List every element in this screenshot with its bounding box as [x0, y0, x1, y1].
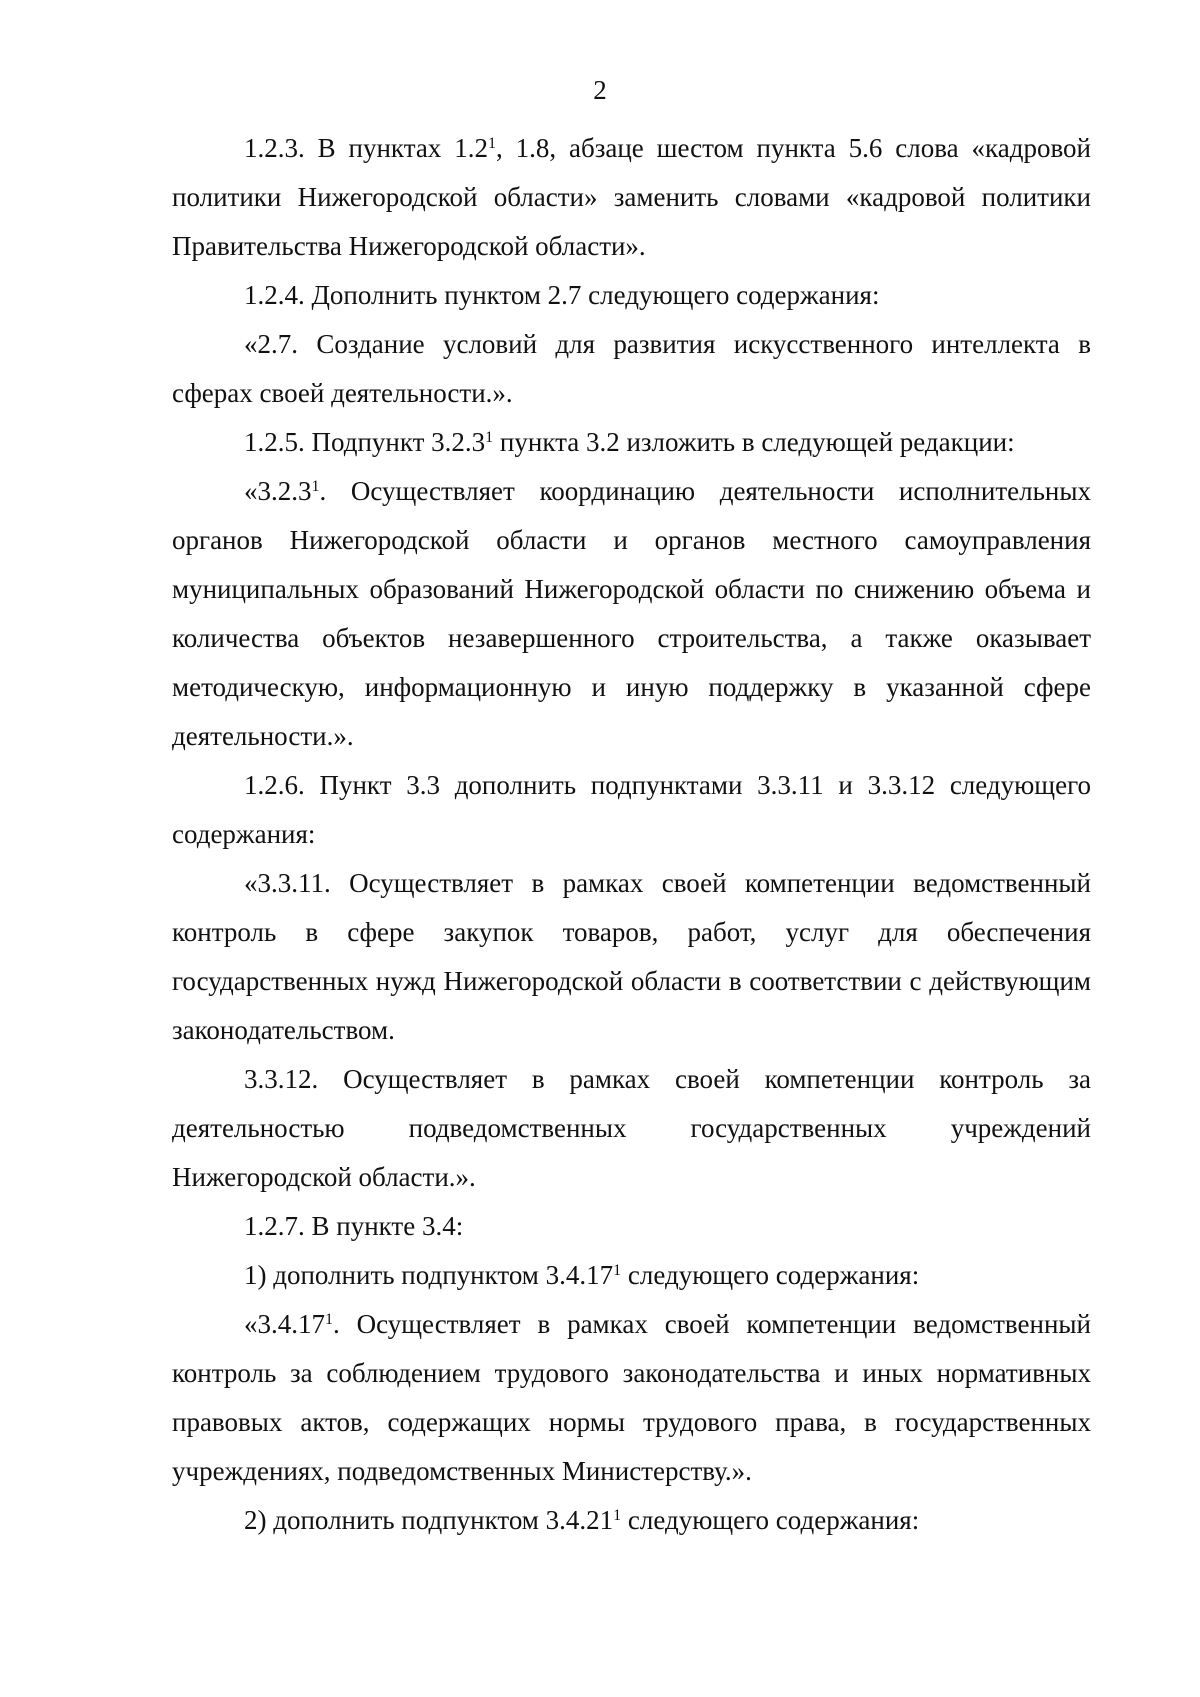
- superscript: 1: [311, 478, 320, 496]
- paragraph-1-2-7: 1.2.7. В пункте 3.4:: [244, 1211, 464, 1241]
- paragraph-1-2-5: 1.2.5. Подпункт 3.2.3$^1$ пункта 3.2 изложить в следующей редакции:: [244, 427, 1015, 457]
- superscript: 1: [485, 429, 494, 447]
- paragraph-3-3-11-quote: «3.3.11. Осуществляет в рамках своей компетенции ведомственный контроль в сфере закупок товаров, работ, услуг для обеспечения государственных нужд Нижегородской области в соответствии с действующим законодательством.: [172, 868, 1091, 1045]
- paragraph-1-2-6: 1.2.6. Пункт 3.3 дополнить подпунктами 3.3.11 и 3.3.12 следующего содержания:: [172, 770, 1091, 849]
- paragraph-2-7-quote: «2.7. Создание условий для развития искусственного интеллекта в сферах своей деятельности.».: [172, 329, 1091, 408]
- superscript: 1: [613, 1262, 622, 1280]
- page-number: 2: [593, 75, 607, 105]
- paragraph-1-2-4: 1.2.4. Дополнить пунктом 2.7 следующего содержания:: [244, 280, 880, 310]
- paragraph-3-4-17-quote: «3.4.17$^1$. Осуществляет в рамках своей компетенции ведомственный контроль за соблюдением трудового законодательства и иных нормативных правовых актов, содержащих нормы трудового права, в государственных учреждениях, подведомственных Министерству.».: [172, 1309, 1091, 1486]
- document-body: [172, 124, 1091, 1545]
- superscript: 1: [487, 135, 496, 153]
- paragraph-item-1: 1) дополнить подпунктом 3.4.17$^1$ следующего содержания:: [244, 1260, 920, 1290]
- superscript: 1: [325, 1311, 333, 1329]
- paragraph-3-3-12: 3.3.12. Осуществляет в рамках своей компетенции контроль за деятельностью подведомственных государственных учреждений Нижегородской области.».: [172, 1064, 1091, 1192]
- paragraph-item-2: 2) дополнить подпунктом 3.4.21$^1$ следующего содержания:: [244, 1505, 920, 1535]
- paragraph-1-2-3: 1.2.3. В пунктах $1.2^1$, 1.8, абзаце шестом пункта 5.6 слова «кадровой политики Нижегородской области» заменить словами «кадровой политики Правительства Нижегородской области».: [172, 133, 1091, 261]
- superscript: 1: [613, 1507, 622, 1525]
- paragraph-3-2-3-quote: «3.2.3$^1$. Осуществляет координацию деятельности исполнительных органов Нижегородской области и органов местного самоуправления муниципальных образований Нижегородской области по снижению объема и количества объектов незавершенного строительства, а также оказывает методическую, информационную и иную поддержку в указанной сфере деятельности.».: [172, 476, 1091, 751]
